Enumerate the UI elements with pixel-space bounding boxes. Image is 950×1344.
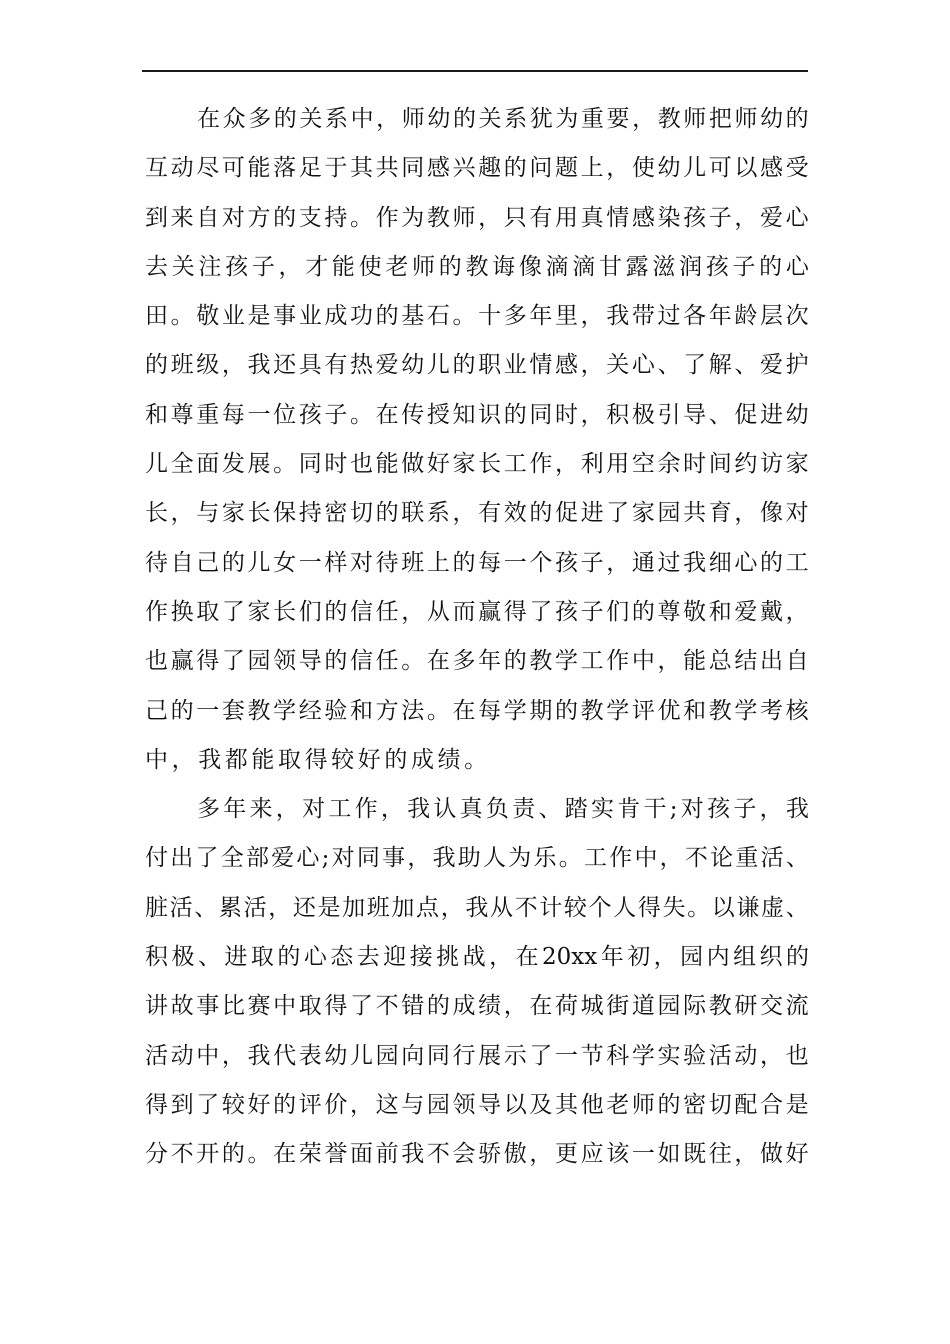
paragraph-line: 待 自 己 的 儿 女 一 样 对 待 班 上 的 每 一 个 孩 子 ， 通 过 我 细 心 的 工 [145,549,809,576]
paragraph-line: 脏 活 、 累 活 ， 还 是 加 班 加 点 ， 我 从 不 计 较 个 人 得 失 。 以 谦 虚 、 [145,894,809,921]
paragraph-line: 讲 故 事 比 赛 中 取 得 了 不 错 的 成 绩 ， 在 荷 城 街 道 园 际 教 研 交 流 [145,993,809,1020]
paragraph-line: 长 ， 与 家 长 保 持 密 切 的 联 系 ， 有 效 的 促 进 了 家 园 共 育 ， 像 对 [145,500,809,527]
paragraph-line: 积 极 、 进 取 的 心 态 去 迎 接 挑 战 ， 在 20xx 年 初 ， 园 内 组 织 的 [145,944,809,971]
paragraph-line: 去 关 注 孩 子 ， 才 能 使 老 师 的 教 诲 像 滴 滴 甘 露 滋 润 孩 子 的 心 [145,253,809,280]
paragraph-line: 和 尊 重 每 一 位 孩 子 。 在 传 授 知 识 的 同 时 ， 积 极 引 导 、 促 进 幼 [145,401,809,428]
paragraph-line: 中 ， 我 都 能 取 得 较 好 的 成 绩 。 [145,746,488,773]
paragraph-line: 在 众 多 的 关 系 中 ， 师 幼 的 关 系 犹 为 重 要 ， 教 师 把 师 幼 的 [197,106,809,132]
paragraph-line: 也 赢 得 了 园 领 导 的 信 任 。 在 多 年 的 教 学 工 作 中 ， 能 总 结 出 自 [145,648,809,675]
paragraph-line: 分 不 开 的 。 在 荣 誉 面 前 我 不 会 骄 傲 ， 更 应 该 一 如 既 往 ， 做 好 [145,1141,809,1168]
paragraph-line: 互 动 尽 可 能 落 足 于 其 共 同 感 兴 趣 的 问 题 上 ， 使 幼 儿 可 以 感 受 [145,155,809,182]
paragraph-line: 作 换 取 了 家 长 们 的 信 任 ， 从 而 赢 得 了 孩 子 们 的 尊 敬 和 爱 戴 ， [145,598,809,625]
paragraph-line: 的 班 级 ， 我 还 具 有 热 爱 幼 儿 的 职 业 情 感 ， 关 心 、 了 解 、 爱 护 [145,352,809,379]
paragraph-line: 得 到 了 较 好 的 评 价 ， 这 与 园 领 导 以 及 其 他 老 师 的 密 切 配 合 是 [145,1091,809,1118]
paragraph-line: 到 来 自 对 方 的 支 持 。 作 为 教 师 ， 只 有 用 真 情 感 染 孩 子 ， 爱 心 [145,204,809,231]
paragraph-line: 儿 全 面 发 展 。 同 时 也 能 做 好 家 长 工 作 ， 利 用 空 余 时 间 约 访 家 [145,451,809,478]
paragraph-line: 付 出 了 全 部 爱 心 ; 对 同 事 ， 我 助 人 为 乐 。 工 作 中 ， 不 论 重 活 、 [145,845,809,872]
paragraph-line: 多 年 来 ， 对 工 作 ， 我 认 真 负 责 、 踏 实 肯 干 ; 对 孩 子 ， 我 [197,796,809,823]
paragraph-line: 己 的 一 套 教 学 经 验 和 方 法 。 在 每 学 期 的 教 学 评 优 和 教 学 考 核 [145,697,809,724]
header-rule [142,70,808,72]
paragraph-line: 活 动 中 ， 我 代 表 幼 儿 园 向 同 行 展 示 了 一 节 科 学 实 验 活 动 ， 也 [145,1042,809,1069]
document-body [145,95,809,1180]
paragraph-line: 田 。 敬 业 是 事 业 成 功 的 基 石 。 十 多 年 里 ， 我 带 过 各 年 龄 层 次 [145,303,809,330]
